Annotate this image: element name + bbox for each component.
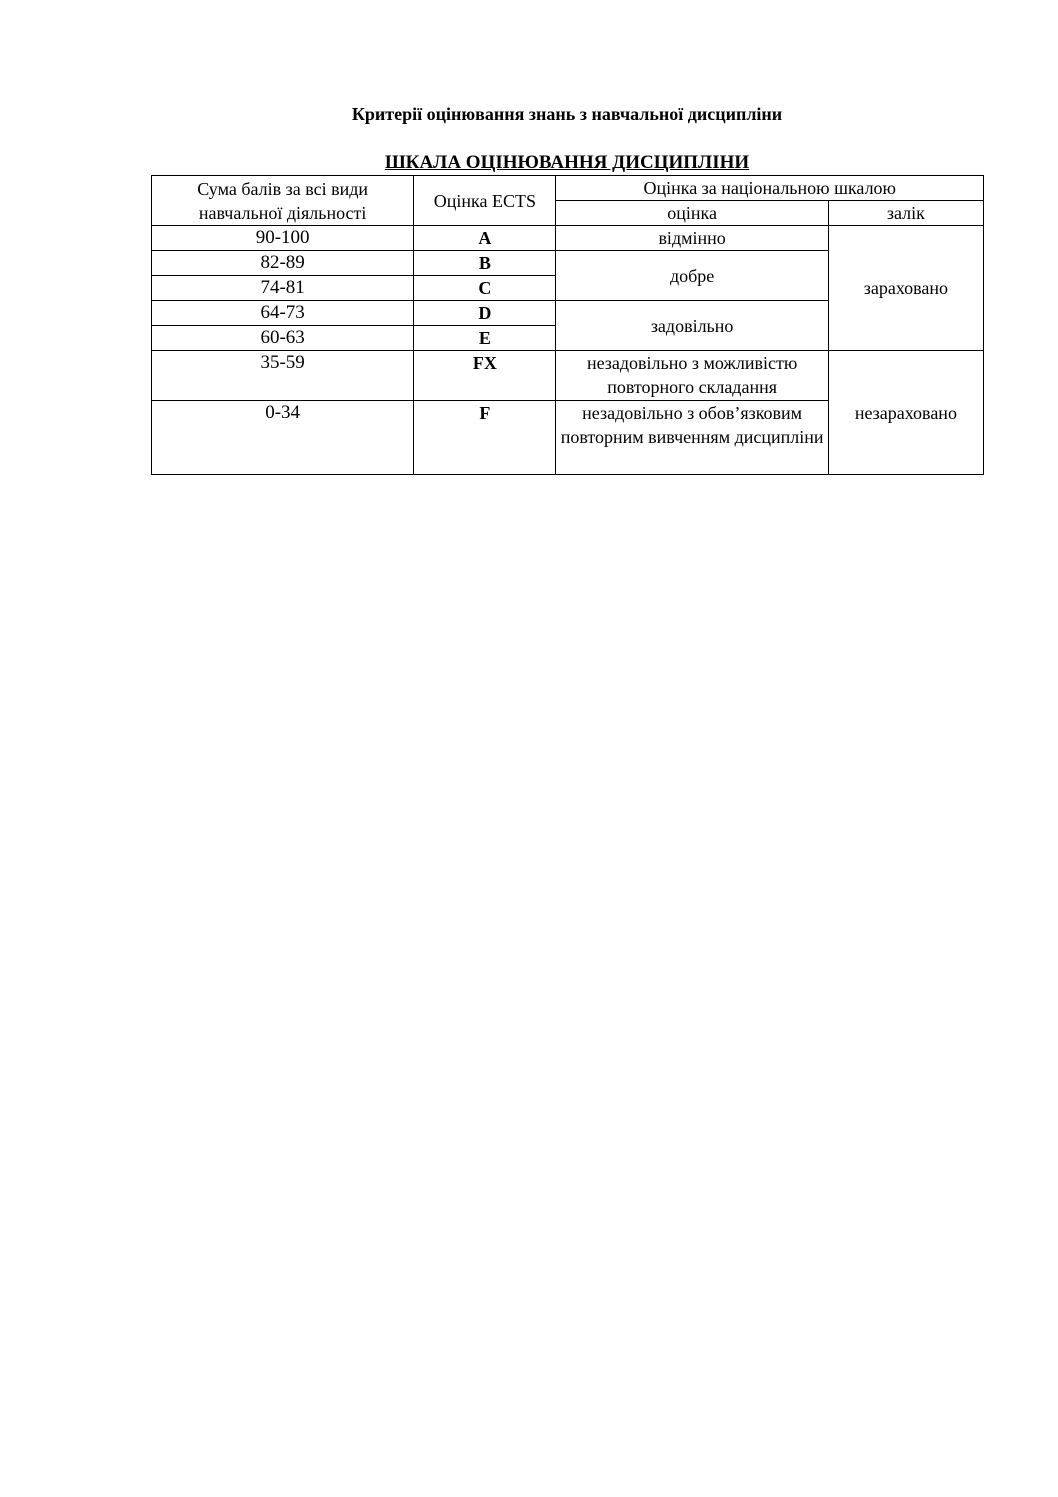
grade-cell-excellent: відмінно xyxy=(556,226,828,251)
score-cell: 82-89 xyxy=(152,251,414,276)
grade-cell-fx: незадовільно з можливістю повторного складання xyxy=(556,351,828,401)
grade-cell-f: незадовільно з обов’язковим повторним вивченням дисципліни xyxy=(556,401,828,475)
grading-scale-table xyxy=(151,175,984,475)
score-cell: 90-100 xyxy=(152,226,414,251)
score-cell: 74-81 xyxy=(152,276,414,301)
header-national: Оцінка за національною шкалою xyxy=(556,176,984,201)
header-grade: оцінка xyxy=(556,201,828,226)
header-credit: залік xyxy=(828,201,983,226)
credit-cell-failed: незараховано xyxy=(828,351,983,475)
score-cell: 0-34 xyxy=(152,401,414,475)
credit-cell-passed: зараховано xyxy=(828,226,983,351)
header-ects: Оцінка ECTS xyxy=(414,176,556,226)
ects-cell: B xyxy=(414,251,556,276)
score-cell: 35-59 xyxy=(152,351,414,401)
header-sum: Сума балів за всі види навчальної діяльності xyxy=(152,176,414,226)
grade-cell-satisfactory: задовільно xyxy=(556,301,828,351)
grade-cell-good: добре xyxy=(556,251,828,301)
ects-cell: E xyxy=(414,326,556,351)
ects-cell: C xyxy=(414,276,556,301)
score-cell: 60-63 xyxy=(152,326,414,351)
document-title: Критерії оцінювання знань з навчальної дисципліни xyxy=(351,104,783,124)
score-cell: 64-73 xyxy=(152,301,414,326)
ects-cell: A xyxy=(414,226,556,251)
ects-cell: FX xyxy=(414,351,556,401)
scale-title: ШКАЛА ОЦІНЮВАННЯ ДИСЦИПЛІНИ xyxy=(384,152,750,173)
ects-cell: F xyxy=(414,401,556,475)
ects-cell: D xyxy=(414,301,556,326)
